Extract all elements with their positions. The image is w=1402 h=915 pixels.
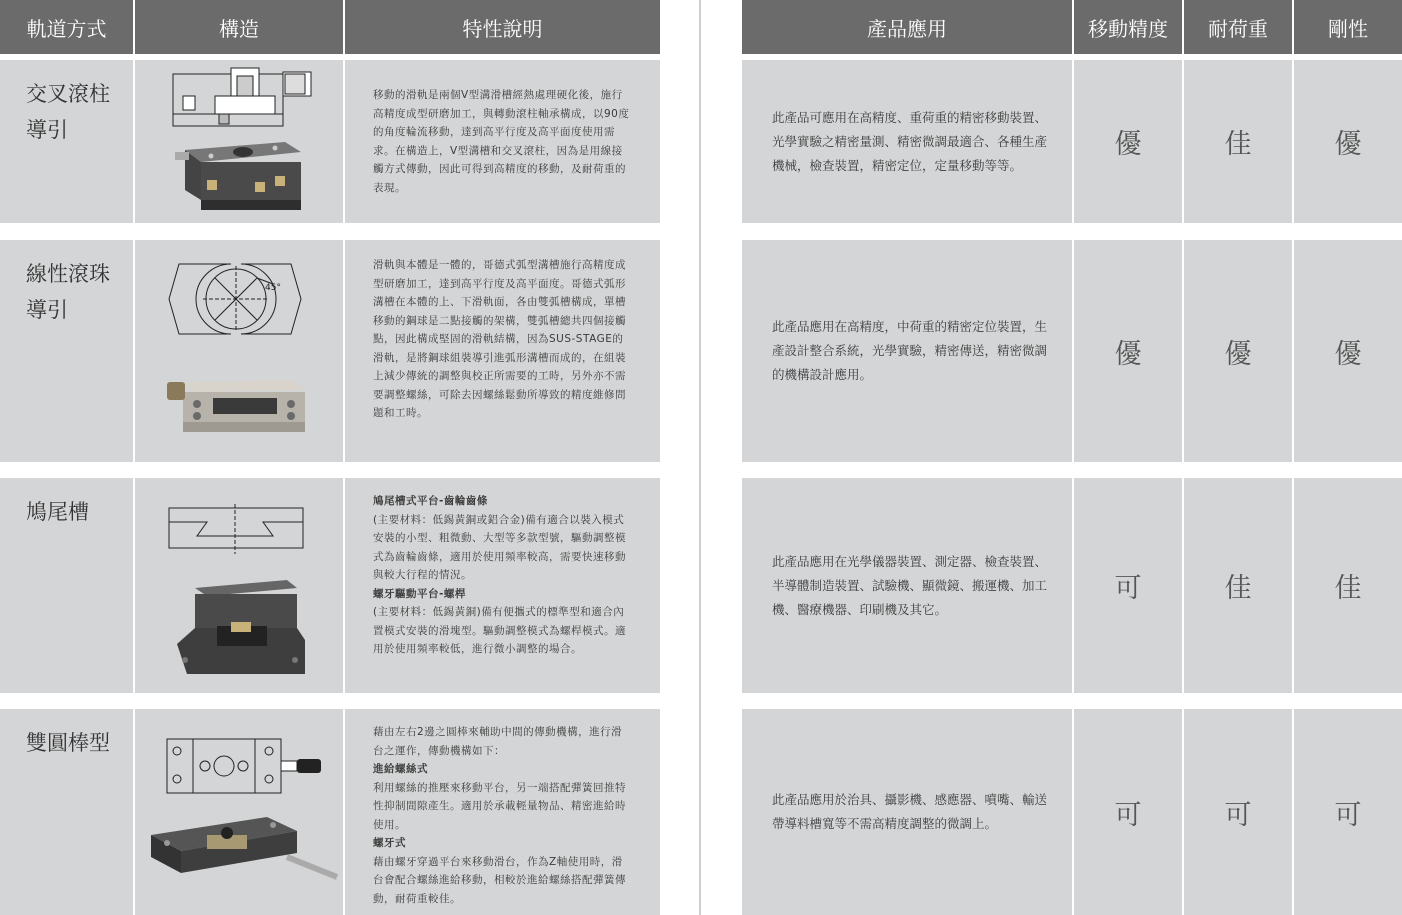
row-3-application: 此產品應用在光學儀器裝置、測定器、檢查裝置、半導體制造裝置、試驗機、顯微鏡、搬運機、加工機、醫療機器、印刷機及其它。: [772, 553, 1048, 617]
row-3-structure-cell: [135, 478, 343, 693]
double-rod-top-diagram: [165, 737, 325, 797]
row-1-load: 佳: [1184, 60, 1292, 223]
row-1-structure-cell: [135, 60, 343, 223]
row-3-name-line-1: 鳩尾槽: [26, 500, 89, 524]
row-3-description-cell: [345, 478, 660, 693]
row-1-application: 此產品可應用在高精度、重荷重的精密移動裝置、光學實驗之精密量測、精密微調最適合、各種生產機械，檢查裝置，精密定位，定量移動等等。: [772, 109, 1048, 173]
row-1-rigidity: 優: [1294, 60, 1402, 223]
row-1-name-line-1: 交叉滾柱: [26, 82, 110, 106]
row-4-description-cell: [345, 709, 660, 915]
angle-label: 45°: [265, 283, 281, 293]
row-3-desc-heading-1: 鳩尾槽式平台-齒輪齒條: [373, 495, 488, 507]
header-guide-type: 軌道方式: [0, 0, 133, 54]
row-4-application-cell: [742, 709, 1072, 915]
row-4-rigidity: 可: [1294, 709, 1402, 915]
row-1-description-cell: [345, 60, 660, 223]
row-2-rigidity: 優: [1294, 240, 1402, 462]
row-2-name-line-2: 導引: [26, 298, 68, 322]
header-precision: 移動精度: [1074, 0, 1182, 54]
row-3-name-cell: [0, 478, 133, 693]
row-4-desc-para-2: 利用螺絲的推壓來移動平台，另一端搭配彈簧回推特性抑制間隙產生。適用於承載輕量物品、精密進給時使用。: [373, 781, 626, 831]
dovetail-stage-photo: [177, 574, 307, 678]
row-3-rigidity: 佳: [1294, 478, 1402, 693]
row-1-name-line-2: 導引: [26, 118, 68, 142]
header-structure: 構造: [135, 0, 343, 54]
row-4-precision: 可: [1074, 709, 1182, 915]
double-rod-stage-photo: [147, 813, 343, 897]
row-2-load: 優: [1184, 240, 1292, 462]
row-4-structure-cell: [135, 709, 343, 915]
cross-roller-section-diagram: [165, 66, 315, 132]
row-4-desc-heading-1: 進給螺絲式: [373, 763, 428, 775]
row-4-desc-para-1: 藉由左右2邊之圓棒來輔助中間的傳動機構，進行滑台之運作，傳動機構如下：: [373, 726, 623, 757]
header-characteristics: 特性說明: [345, 0, 660, 54]
row-4-name-line-1: 雙圓棒型: [26, 731, 110, 755]
row-2-name-cell: [0, 240, 133, 462]
center-divider: [699, 0, 701, 915]
row-3-desc-heading-2: 螺牙驅動平台-螺桿: [373, 587, 466, 600]
ball-guide-section-diagram: [165, 254, 305, 350]
row-3-desc-para-1: (主要材料：低錫黃銅或鋁合金)備有適合以裝入模式安裝的小型、粗微動、大型等多款型號，驅動調整模式為齒輪齒條，適用於使用頻率較高，需要快速移動與較大行程的情況。: [373, 513, 626, 581]
row-2-description: 滑軌與本體是一體的，哥德式弧型溝槽施行高精度成型研磨加工，達到高平行度及高平面度。哥德式弧形溝槽在本體的上、下滑軌面，各由雙弧槽構成，單槽移動的鋼球是二點接觸的架構，雙弧槽總共四個接觸點，因此構成堅固的滑軌結構，因為SUS-STAGE的滑軌，是將鋼球組裝導引進弧形溝槽而成的，在組裝上減少傳統的調整與校正所需要的工時，另外亦不需要調整螺絲，可除去因螺絲鬆動所導致的精度維修問題和工時。: [373, 259, 626, 419]
header-application: 產品應用: [742, 0, 1072, 54]
row-2-structure-cell: [135, 240, 343, 462]
row-3-desc-para-2: (主要材料：低錫黃銅)備有便攜式的標準型和適合內置模式安裝的滑塊型。驅動調整模式為螺桿模式。適用於使用頻率較低，進行微小調整的場合。: [373, 606, 626, 655]
header-rigidity: 剛性: [1294, 0, 1402, 54]
row-2-description-cell: [345, 240, 660, 462]
header-load: 耐荷重: [1184, 0, 1292, 54]
row-1-name-cell: [0, 60, 133, 223]
row-3-load: 佳: [1184, 478, 1292, 693]
row-1-precision: 優: [1074, 60, 1182, 223]
row-4-name-cell: [0, 709, 133, 915]
ball-guide-stage-photo: [163, 372, 313, 436]
row-4-desc-heading-2: 螺牙式: [373, 837, 406, 849]
row-2-precision: 優: [1074, 240, 1182, 462]
cross-roller-stage-photo: [175, 136, 305, 216]
dovetail-section-diagram: [167, 504, 307, 554]
row-2-application: 此產品應用在高精度，中荷重的精密定位裝置，生產設計整合系統，光學實驗，精密傳送，精密微調的機構設計應用。: [772, 319, 1048, 382]
row-4-desc-para-3: 藉由螺牙穿過平台來移動滑台，作為Z軸使用時，滑台會配合螺絲進給移動，相較於進給螺絲搭配彈簧傳動，耐荷重較佳。: [373, 855, 626, 905]
row-3-application-cell: [742, 478, 1072, 693]
row-1-application-cell: [742, 60, 1072, 223]
row-1-description: 移動的滑軌是兩個V型溝滑槽經熱處理硬化後，施行高精度成型研磨加工，與轉動滾柱軸承構成，以90度的角度輪流移動，達到高平行度及高平面度使用需求。在構造上，V型溝槽和交叉滾柱，因為是用線接觸方式傳動，因此可得到高精度的移動，及耐荷重的表現。: [373, 89, 630, 194]
row-2-application-cell: [742, 240, 1072, 462]
row-3-precision: 可: [1074, 478, 1182, 693]
row-4-load: 可: [1184, 709, 1292, 915]
row-4-application: 此產品應用於治具、攝影機、感應器、噴嘴、輸送帶導料槽寬等不需高精度調整的微調上。: [772, 792, 1048, 831]
row-2-name-line-1: 線性滾珠: [26, 262, 110, 286]
